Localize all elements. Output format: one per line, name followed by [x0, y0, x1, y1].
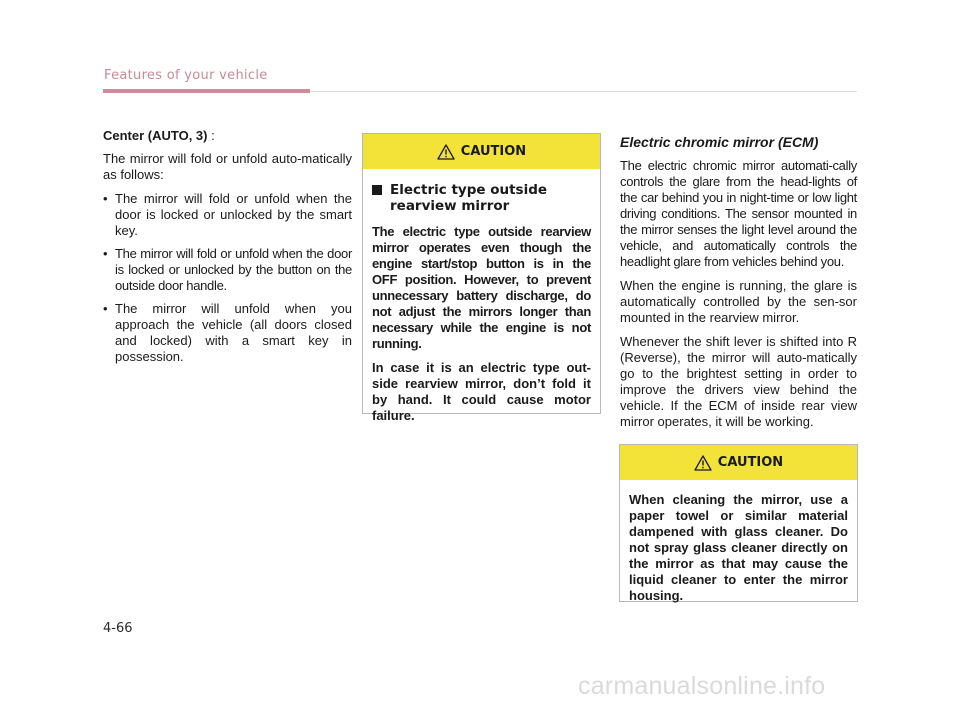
left-column	[103, 128, 352, 372]
bullet-item: • The mirror will fold or unfold when the door is locked or unlocked by the smart key.	[103, 191, 352, 239]
caution-box-battery	[362, 133, 601, 423]
caution-header	[620, 445, 857, 480]
caution-paragraph: In case it is an electric type out-side rearview mirror, don’t fold it by hand. It could cause motor failure.	[372, 360, 591, 423]
caution-label: CAUTION	[717, 455, 784, 470]
ecm-paragraph: When the engine is running, the glare is automatically controlled by the sen-sor mounted in the rearview mirror.	[620, 278, 857, 325]
square-bullet-icon	[372, 185, 382, 195]
header-divider	[310, 91, 857, 92]
caution-paragraph: When cleaning the mirror, use a paper towel or similar material dampened with glass cleaner. Do not spray glass cleaner directly on the mirror as that may cause the liquid cleaner to enter the mirror housing.	[629, 492, 848, 603]
section-title: Features of your vehicle	[104, 68, 268, 83]
right-column	[620, 134, 857, 438]
left-heading-bold: Center (AUTO, 3)	[103, 128, 208, 143]
bullet-item: • The mirror will unfold when you approach the vehicle (all doors closed and locked) with a smart key in possession.	[103, 301, 352, 365]
ecm-paragraph: The electric chromic mirror automati-cally controls the glare from the head-lights of the car behind you in night-time or low light driving conditions. The sensor mounted in the mirror senses the light level around the vehicle, and automatically controls the headlight glare from vehicles behind you.	[620, 158, 857, 269]
left-heading	[103, 128, 352, 144]
caution-subheading-text: Electric type outside rearview mirror	[390, 182, 548, 214]
caution-paragraph: The electric type outside rearview mirror operates even though the engine start/stop button is in the OFF position. However, to prevent unnecessary battery discharge, do not adjust the mirrors longer than necessary while the engine is not running.	[372, 224, 591, 351]
ecm-paragraph: Whenever the shift lever is shifted into R (Reverse), the mirror will auto-matically go to the brightest setting in order to improve the drivers view behind the vehicle. If the ECM of inside rear view mirror operates, it will be working.	[620, 334, 857, 429]
caution-label: CAUTION	[460, 144, 527, 159]
caution-body	[363, 169, 600, 442]
left-heading-suffix: :	[207, 128, 215, 143]
caution-subheading	[372, 182, 591, 214]
caution-box-cleaning	[619, 444, 858, 602]
header-accent-bar	[103, 89, 310, 93]
watermark: carmanualsonline.info	[578, 672, 826, 700]
left-intro: The mirror will fold or unfold auto-matically as follows:	[103, 151, 352, 182]
ecm-heading: Electric chromic mirror (ECM)	[620, 134, 819, 150]
caution-header	[363, 134, 600, 169]
warning-triangle-icon	[437, 144, 455, 160]
left-bullet-list	[103, 191, 352, 365]
warning-triangle-icon	[694, 455, 712, 471]
caution-body	[620, 480, 857, 622]
bullet-item: • The mirror will fold or unfold when the door is locked or unlocked by the button on the outside door handle.	[103, 246, 352, 294]
page-number: 4-66	[103, 621, 133, 636]
